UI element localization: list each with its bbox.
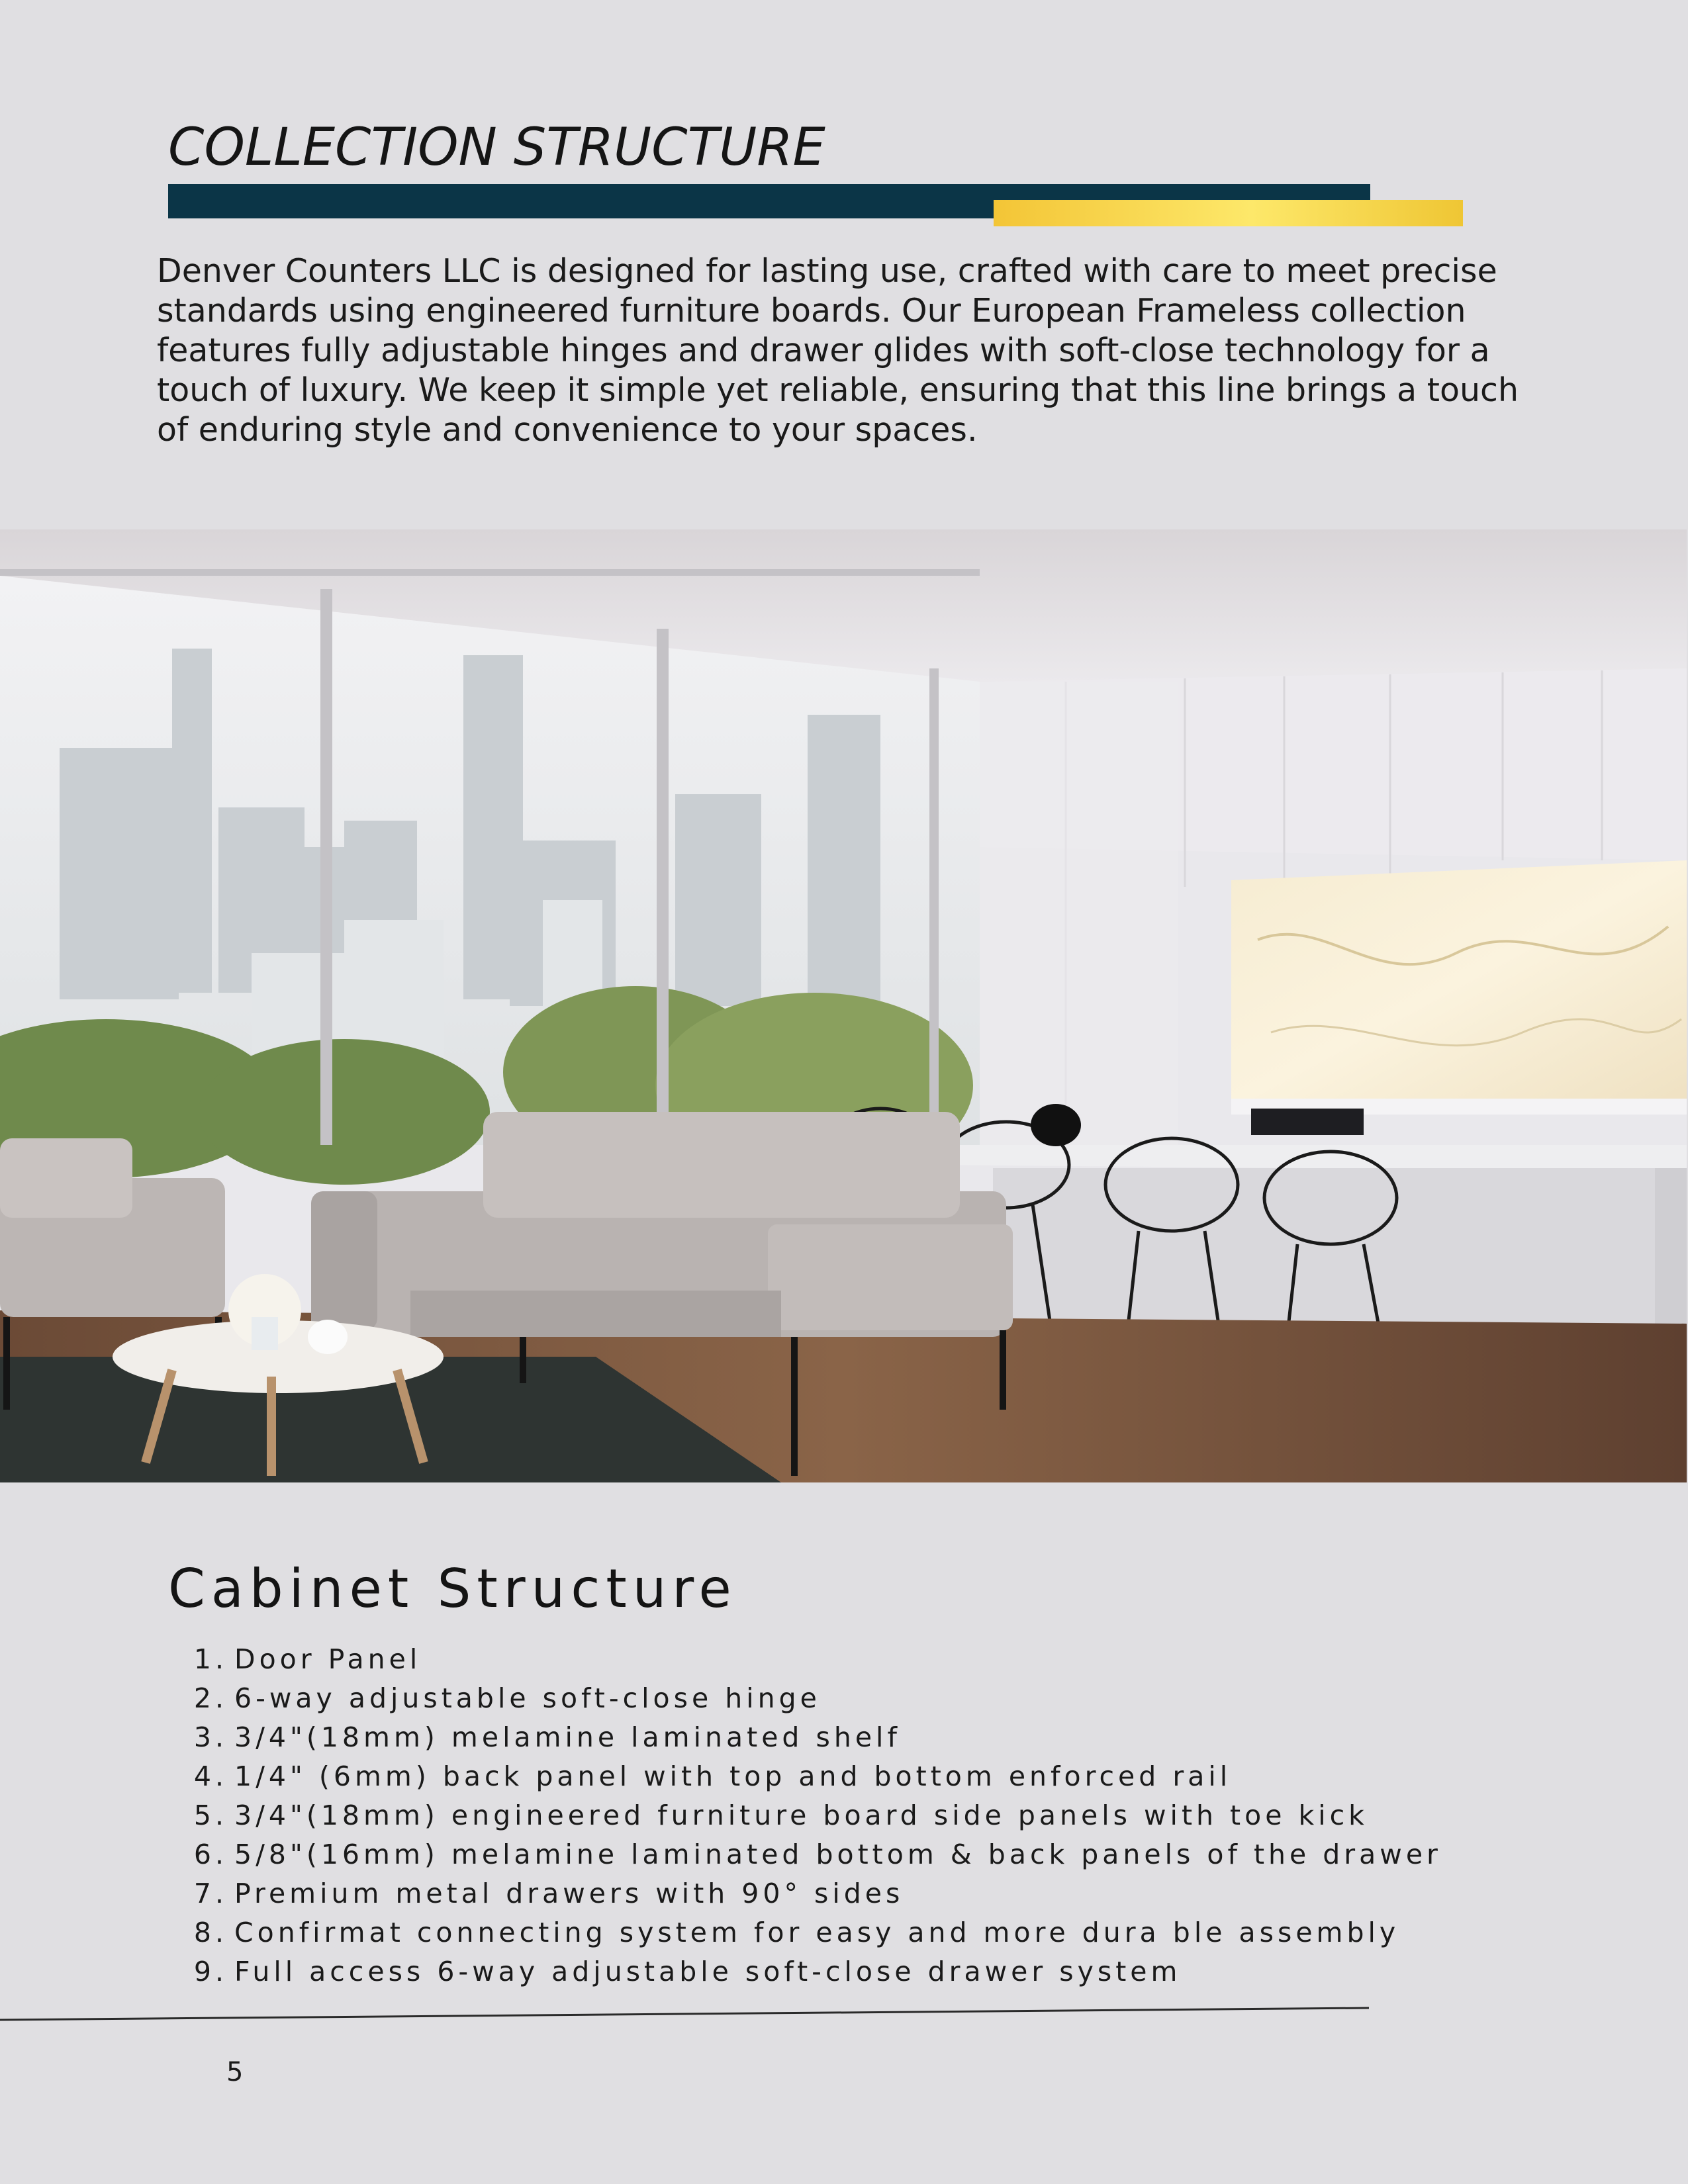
list-item	[168, 1757, 1442, 1796]
list-item-text: 1/4" (6mm) back panel with top and bottom enforced rail	[234, 1760, 1232, 1792]
list-item	[168, 1679, 1442, 1718]
list-item-text: Confirmat connecting system for easy and more dura ble assembly	[234, 1917, 1400, 1948]
list-item	[168, 1835, 1442, 1874]
list-item-text: Door Panel	[234, 1643, 422, 1675]
list-item	[168, 1796, 1442, 1835]
list-item	[168, 1913, 1442, 1952]
list-item-text: 6-way adjustable soft-close hinge	[234, 1682, 821, 1714]
intro-paragraph: Denver Counters LLC is designed for lasting use, crafted with care to meet precise standards using engineered furniture boards. Our European Frameless collection features fully adjustable hinges and drawer glides with soft-close technology for a touch of luxury. We keep it simple yet reliable, ensuring that this line brings a touch of enduring style and convenience to your spaces.	[157, 252, 1519, 449]
list-item-text: 3/4"(18mm) engineered furniture board side panels with toe kick	[234, 1799, 1368, 1831]
list-number: 9.	[193, 1956, 228, 1987]
list-number: 6.	[193, 1839, 228, 1870]
list-number: 3.	[193, 1721, 228, 1753]
list-item	[168, 1718, 1442, 1757]
list-number: 7.	[193, 1878, 228, 1909]
list-number: 1.	[193, 1643, 228, 1675]
gold-accent-bar	[994, 200, 1463, 226]
list-item	[168, 1952, 1442, 1991]
list-item-text: 5/8"(16mm) melamine laminated bottom & back panels of the drawer	[234, 1839, 1442, 1870]
list-item-text: 3/4"(18mm) melamine laminated shelf	[234, 1721, 901, 1753]
page-number: 5	[226, 2057, 244, 2087]
list-number: 8.	[193, 1917, 228, 1948]
list-number: 2.	[193, 1682, 228, 1714]
list-item-text: Premium metal drawers with 90° sides	[234, 1878, 904, 1909]
list-item	[168, 1874, 1442, 1913]
page-title: COLLECTION STRUCTURE	[168, 118, 825, 177]
list-number: 5.	[193, 1799, 228, 1831]
list-item	[168, 1640, 1442, 1679]
cabinet-structure-heading: Cabinet Structure	[168, 1558, 737, 1619]
list-item-text: Full access 6-way adjustable soft-close drawer system	[234, 1956, 1182, 1987]
cabinet-structure-list	[168, 1640, 1442, 1991]
kitchen-living-room-photo	[0, 529, 1687, 1482]
list-number: 4.	[193, 1760, 228, 1792]
footer-divider-line	[0, 2005, 1370, 2032]
